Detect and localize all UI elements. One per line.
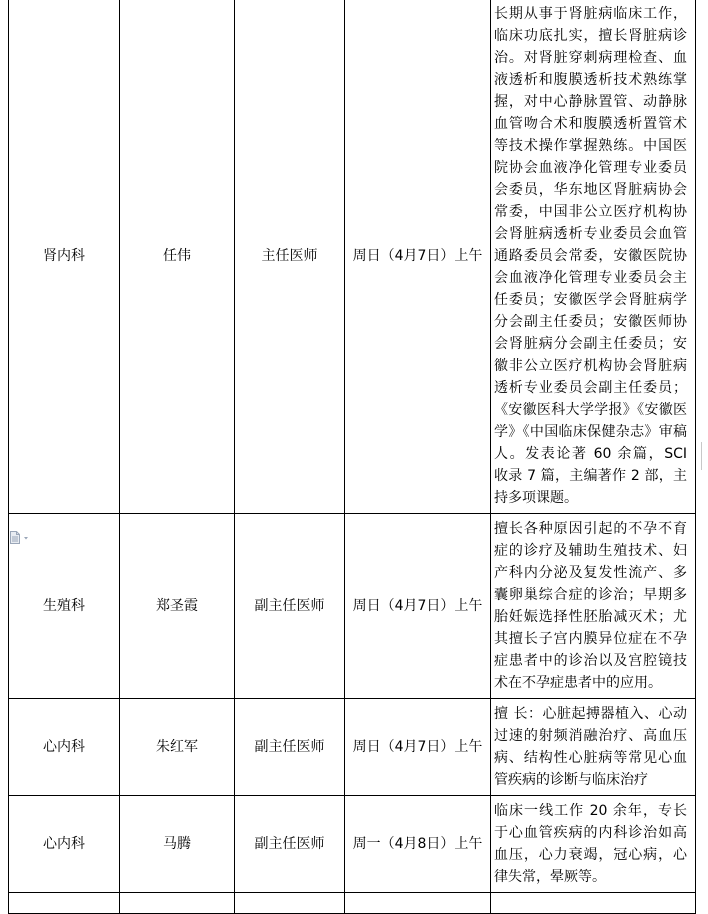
specialty-description-cell: 长期从事于肾脏病临床工作，临床功底扎实，擅长肾脏病诊治。对肾脏穿刺病理检查、血液透析和腹膜透析技术熟练掌握，对中心静脉置管、动静脉血管吻合术和腹膜透析置管术等技术操作掌握熟练。中国医院协会血液净化管理专业委员会委员，华东地区肾脏病协会常委，中国非公立医疗机构协会肾脏病透析专业委员会血管通路委员会常委，安徽医院协会血液净化管理专业委员会主任委员；安徽医学会肾脏病学分会副主任委员；安徽医师协会肾脏病分会副主任委员；安徽非公立医疗机构协会肾脏病透析专业委员会副主任委员；《安徽医科大学学报》《安徽医学》《中国临床保健杂志》审稿人。发表论著 60 余篇，SCI 收录 7 篇，主编著作 2 部，主持多项课题。 (491, 0, 696, 514)
row-marker-button[interactable] (9, 529, 33, 542)
cut-off-cell (120, 893, 235, 914)
table-row (9, 796, 696, 893)
doctor-name-cell: 朱红军 (120, 699, 235, 796)
department-cell: 心内科 (9, 699, 120, 796)
schedule-cell: 周一（4月8日）上午 (345, 796, 491, 893)
doctor-name-cell: 马腾 (120, 796, 235, 893)
doctor-title-cell: 副主任医师 (235, 699, 345, 796)
doctor-name-cell: 任伟 (120, 0, 235, 514)
table-row-partial (9, 893, 696, 914)
doctor-name-cell: 郑圣霞 (120, 514, 235, 699)
schedule-cell: 周日（4月7日）上午 (345, 0, 491, 514)
table-row (9, 514, 696, 699)
doctor-title-cell: 副主任医师 (235, 796, 345, 893)
doctor-title-cell: 副主任医师 (235, 514, 345, 699)
table-row (9, 0, 696, 514)
department-cell: 生殖科 (9, 514, 120, 699)
document-icon (11, 532, 20, 544)
specialty-description-cell: 擅 长：心脏起搏器植入、心动过速的射频消融治疗、高血压病、结构性心脏病等常见心血管疾病的诊断与临床治疗 (491, 699, 696, 796)
department-cell: 肾内科 (9, 0, 120, 514)
cut-off-cell (9, 893, 120, 914)
cut-off-cell (491, 893, 696, 914)
schedule-cell: 周日（4月7日）上午 (345, 699, 491, 796)
chevron-down-icon (24, 537, 28, 540)
scroll-indicator (701, 442, 708, 470)
doctor-title-cell: 主任医师 (235, 0, 345, 514)
department-cell: 心内科 (9, 796, 120, 893)
cut-off-cell (345, 893, 491, 914)
specialty-description-cell: 临床一线工作 20 余年，专长于心血管疾病的内科诊治如高血压，心力衰竭，冠心病，心律失常，晕厥等。 (491, 796, 696, 893)
doctor-schedule-table (8, 0, 696, 914)
cut-off-cell (235, 893, 345, 914)
table-row (9, 699, 696, 796)
specialty-description-cell: 擅长各种原因引起的不孕不育症的诊疗及辅助生殖技术、妇产科内分泌及复发性流产、多囊卵巢综合症的诊治；早期多胎妊娠选择性胚胎减灭术；尤其擅长子宫内膜异位症在不孕症患者中的诊治以及宫腔镜技术在不孕症患者中的应用。 (491, 514, 696, 699)
schedule-cell: 周日（4月7日）上午 (345, 514, 491, 699)
